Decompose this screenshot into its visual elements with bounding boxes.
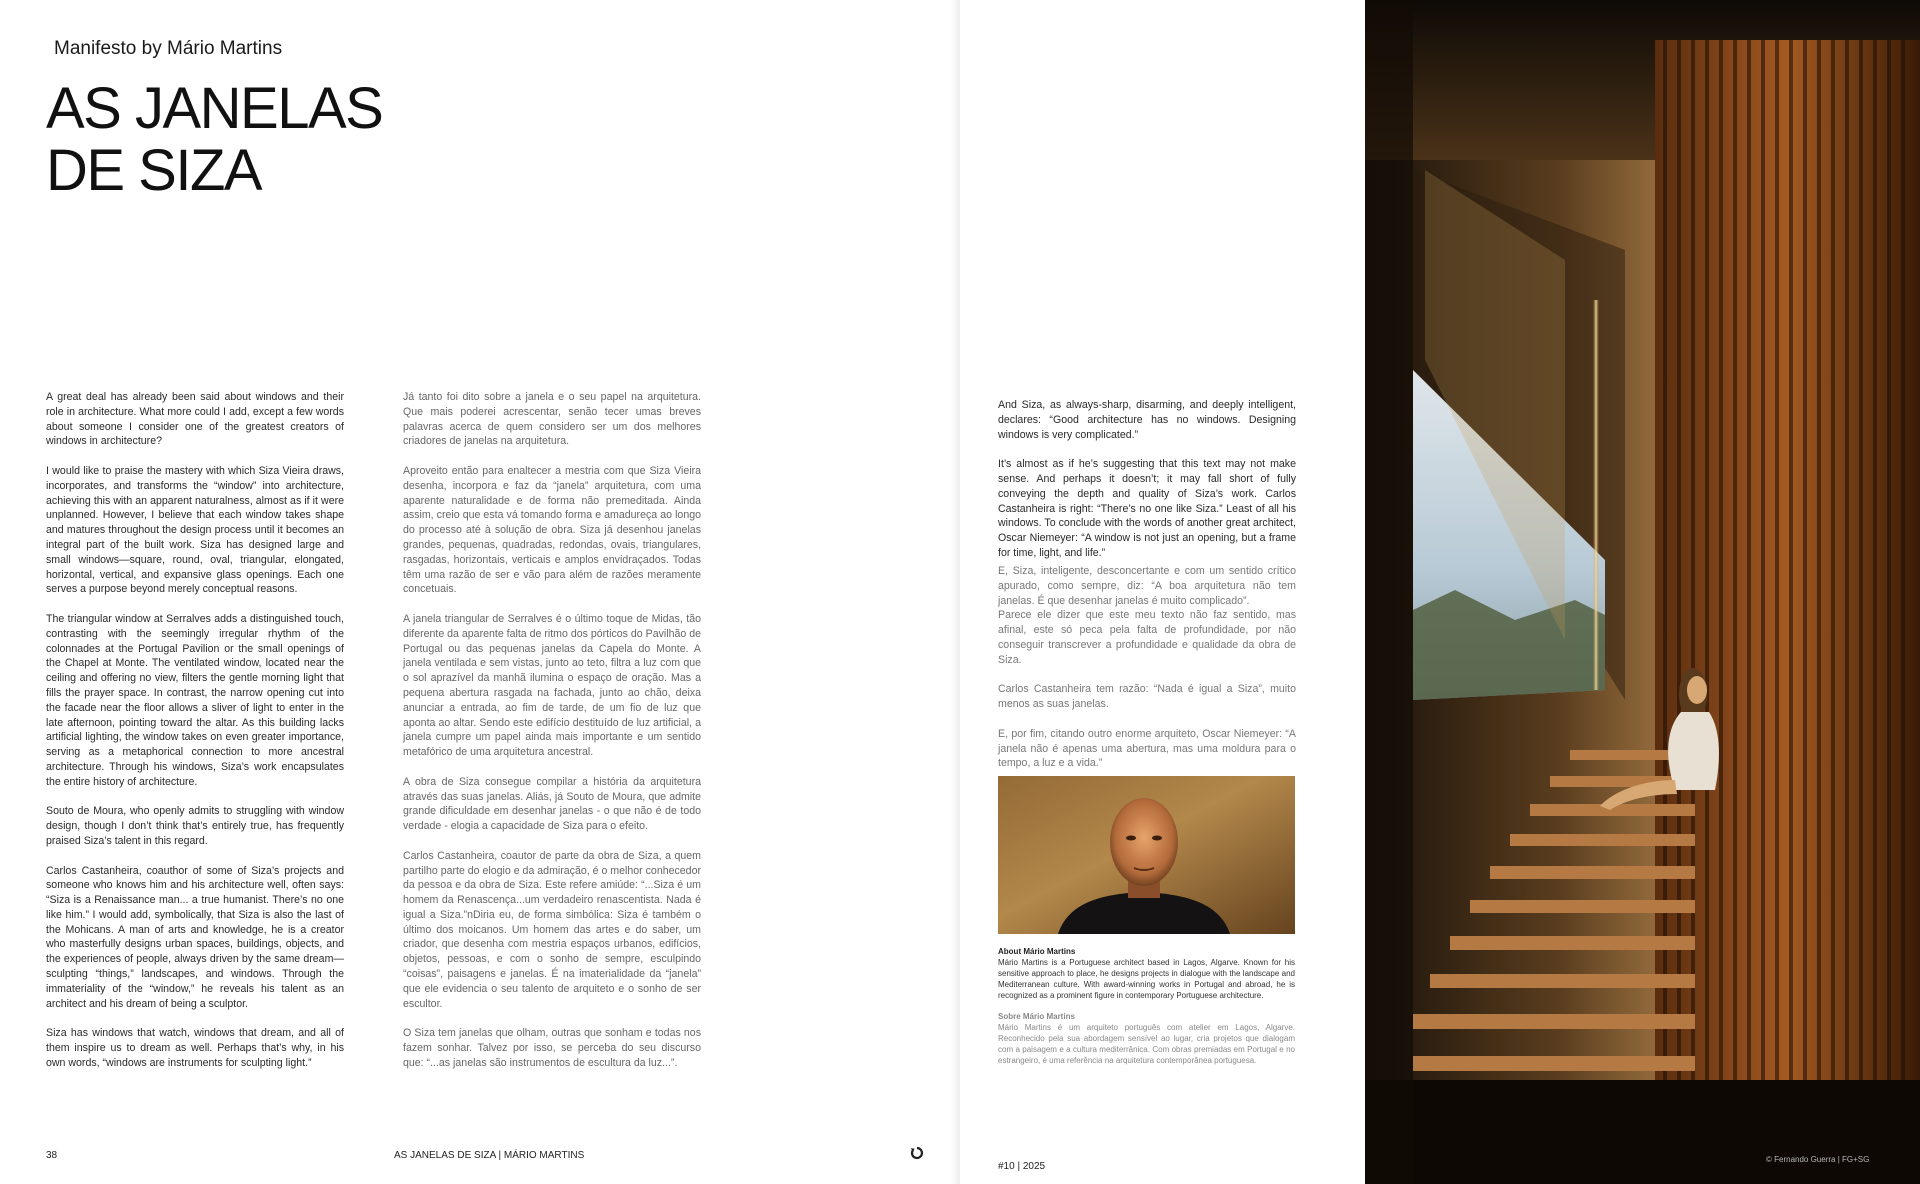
- issue-number: #10 | 2025: [998, 1161, 1046, 1172]
- title-line-2: DE SIZA: [46, 138, 262, 203]
- about-text-en: Mário Martins is a Portuguese architect based in Lagos, Algarve. Known for his sensitive approach to place, he designs projects in dialogue with the landscape and Mediterranean culture. With award-winning works in Portugal and abroad, he is recognized as a prominent figure in contemporary Portuguese architecture.: [998, 958, 1295, 1000]
- title-line-1: AS JANELAS: [46, 76, 383, 141]
- portuguese-column-continued: [998, 564, 1296, 786]
- paragraph: Já tanto foi dito sobre a janela e o seu papel na arquitetura. Que mais poderei acrescentar, senão tecer umas breves palavras acerca de quem considero ser um dos melhores criadores de janelas na arquitetura.: [403, 391, 701, 448]
- paragraph: Carlos Castanheira, coauthor of some of Siza’s projects and someone who knows him and his architecture well, often says: “Siza is a Renaissance man... a true humanist. There’s no one like him.” I would add, symbolically, that Siza is also the last of the Mohicans. A man of arts and knowledge, he is a creator who masterfully designs urban spaces, buildings, objects, and the experiences of people, always driven by the same dream—sculpting “things,” landscapes, and windows. Through the immateriality of the “window,” he reveals his talent as an architect and his dream of being a sculptor.: [46, 864, 344, 1010]
- english-column-continued: [998, 398, 1296, 576]
- about-author: [998, 946, 1295, 1076]
- paragraph: A great deal has already been said about windows and their role in architecture. What more could I add, except a few words about someone I consider one of the greatest creators of windows in architecture?: [46, 391, 344, 448]
- about-heading-en: About Mário Martins: [998, 947, 1076, 956]
- paragraph: E, Siza, inteligente, desconcertante e com um sentido crítico apurado, como sempre, diz: “A boa arquitetura não tem janelas. É que desenhar janelas é muito complicado”. Parece ele dizer que este meu texto não faz sentido, mas afinal, este só peca pela falta de profundidade, por não conseguir transcrever a profundidade e qualidade da obra de Siza.: [998, 565, 1296, 666]
- english-column: [46, 390, 344, 1085]
- paragraph: O Siza tem janelas que olham, outras que sonham e todas nos fazem sonhar. Talvez por isso, se perceba do seu discurso que: “...as janelas são instrumentos de escultura da luz...”.: [403, 1027, 701, 1069]
- paragraph: A janela triangular de Serralves é o último toque de Midas, tão diferente da aparente falta de ritmo dos pórticos do Pavilhão de Portugal ou das pequenas janelas da Capela do Monte. A janela ventilada e sem vistas, junto ao teto, filtra a luz com que o sol aprazível da manhã ilumina o espaço de oração. Mas a pequena abertura rasgada na fachada, junto ao chão, deixa anunciar a entrada, ao fim de tarde, de um fio de luz que aponta ao altar. Sendo este edifício destituído de luz artificial, a janela cumpre um papel ainda mais importante e um sentido metafórico de uma arquitetura ancestral.: [403, 612, 701, 759]
- paragraph: Aproveito então para enaltecer a mestria com que Siza Vieira desenha, incorpora e faz da “janela” arquitetura, com uma aparente naturalidade e de forma não premeditada. Ainda assim, creio que esta vá tomando forma e amadureça ao longo do processo até à solução de obra. Siza já desenhou janelas grandes, pequenas, quadradas, redondas, ovais, triangulares, rasgadas, horizontais, verticais e amplos envidraçados. Todas têm uma razão de ser e vão para além de razões meramente concetuais.: [403, 464, 701, 596]
- architect-portrait-image: [998, 776, 1295, 934]
- paragraph: I would like to praise the mastery with which Siza Vieira draws, incorporates, and transforms the “window” into architecture, achieving this with an apparent naturalness, almost as if it were unplanned. However, I believe that each window takes shape and matures throughout the design process until it becomes an integral part of the built work. Siza has designed large and small windows—square, round, oval, triangular, elongated, horizontal, vertical, and expansive glass openings. Each one serves a purpose beyond merely conceptual reasons.: [46, 464, 344, 596]
- page-number: 38: [46, 1150, 58, 1161]
- page-title: [46, 78, 382, 202]
- paragraph: Siza has windows that watch, windows that dream, and all of them inspire us to dream as well. Perhaps that’s why, in his own words, “windows are instruments for sculpting light.”: [46, 1027, 344, 1069]
- paragraph: A obra de Siza consegue compilar a história da arquitetura através das suas janelas. Aliás, já Souto de Moura, que admite grande dificuldade em desenhar janelas - o que não é de todo verdade - elogia a capacidade de Siza para o efeito.: [403, 775, 701, 833]
- paragraph: Souto de Moura, who openly admits to struggling with window design, though I don’t think that’s entirely true, has frequently praised Siza’s talent in this regard.: [46, 805, 344, 847]
- paragraph: Carlos Castanheira, coautor de parte da obra de Siza, a quem partilho parte do elogio e da admiração, é o melhor conhecedor da pessoa e da obra de Siza. Este refere amiúde: “...Siza é um homem da Renascença...um verdadeiro renascentista. Nada é igual a Siza.”nDiria eu, de forma simbólica: Siza é também o último dos moicanos. Um homem das artes e do saber, um criador, que desenha com mestria espaços urbanos, edifícios, objetos, pessoas, e com o sonho de sempre, esculpindo “coisas”, paisagens e janelas. É na imaterialidade da “janela” que ele evidencia o seu talento de arquiteto e o sonho de ser escultor.: [403, 849, 701, 1010]
- paragraph: It’s almost as if he’s suggesting that this text may not make sense. And perhaps it doesn’t; it may fall short of fully conveying the depth and quality of Siza’s work. Carlos Castanheira is right: “There’s no one like Siza.” Least of all his windows. To conclude with the words of another great architect, Oscar Niemeyer: “A window is not just an opening, but a frame for time, light, and life.”: [998, 458, 1296, 559]
- kicker: Manifesto by Mário Martins: [54, 38, 283, 59]
- paragraph: Carlos Castanheira tem razão: “Nada é igual a Siza”, muito menos as suas janelas.: [998, 683, 1296, 711]
- paragraph: And Siza, as always-sharp, disarming, and deeply intelligent, declares: “Good architecture has no windows. Designing windows is very complicated.”: [998, 399, 1296, 441]
- paragraph: E, por fim, citando outro enorme arquiteto, Oscar Niemeyer: “A janela não é apenas uma abertura, mas uma moldura para o tempo, a luz e a vida.”: [998, 727, 1296, 770]
- magazine-logo-icon: [910, 1146, 924, 1160]
- staircase-interior-photo: [1365, 0, 1920, 1184]
- photo-credit: © Fernando Guerra | FG+SG: [1766, 1155, 1870, 1164]
- paragraph: The triangular window at Serralves adds a distinguished touch, contrasting with the seemingly irregular rhythm of the colonnades at the Portugal Pavilion or the small openings of the Chapel at Monte. The ventilated window, located near the ceiling and offering no view, filters the gentle morning light that fills the prayer space. In contrast, the narrow opening cut into the facade near the floor allows a sliver of light to enter in the late afternoon, pointing toward the altar. As this building lacks artificial lighting, the window takes on even greater importance, serving as a metaphorical connection to more ancestral architecture. Through his windows, Siza’s work encapsulates the entire history of architecture.: [46, 612, 344, 788]
- right-page: [960, 0, 1920, 1184]
- portuguese-column: [403, 390, 701, 1085]
- running-footer: AS JANELAS DE SIZA | MÁRIO MARTINS: [394, 1150, 585, 1161]
- about-heading-pt: Sobre Mário Martins: [998, 1012, 1075, 1021]
- about-text-pt: Mário Martins é um arquiteto português com atelier em Lagos, Algarve. Reconhecido pela sua abordagem sensível ao lugar, cria projetos que dialogam com a paisagem e a cultura mediterrânica. Com obras premiadas em Portugal e no estrangeiro, é uma referência na arquitetura contemporânea portuguesa.: [998, 1023, 1295, 1065]
